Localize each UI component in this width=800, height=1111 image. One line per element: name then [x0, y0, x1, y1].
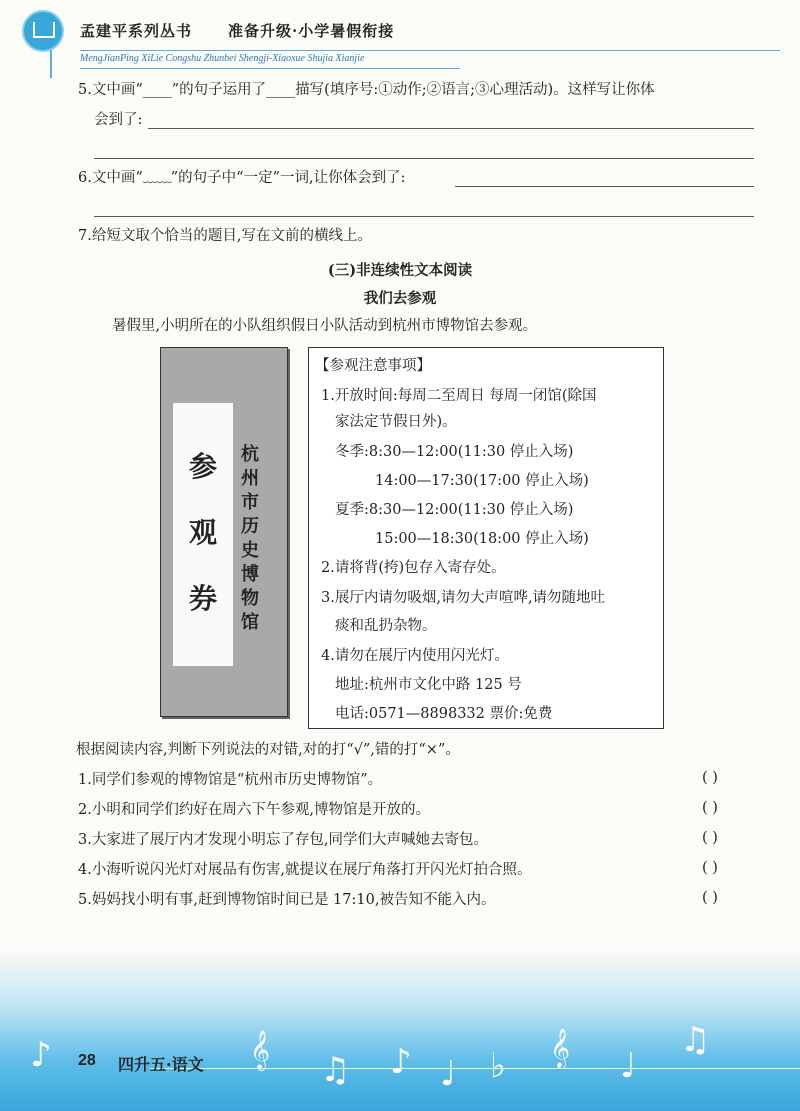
- music-note-icon: ♩: [620, 1046, 637, 1086]
- notice-line: 夏季:8:30—12:00(11:30 停止入场): [335, 502, 574, 518]
- answer-line-5b[interactable]: [94, 158, 754, 159]
- grade-subject: 四升五·语文: [118, 1055, 204, 1074]
- judge-answer-box[interactable]: ( ): [702, 890, 718, 906]
- notice-line: 痰和乱扔杂物。: [335, 618, 437, 634]
- notice-line: 冬季:8:30—12:00(11:30 停止入场): [335, 444, 574, 460]
- question-5-line1: 5.文中画“____”的句子运用了____描写(填序号:①动作;②语言;③心理活动)。这样写让你体: [78, 82, 655, 98]
- judge-answer-box[interactable]: ( ): [702, 770, 718, 786]
- series-name: 孟建平系列丛书: [80, 22, 193, 40]
- ticket-char-3: 券: [188, 582, 217, 615]
- section-title: 我们去参观: [363, 290, 437, 307]
- header-rule-2: [80, 68, 460, 69]
- notice-line: 14:00—17:30(17:00 停止入场): [375, 473, 589, 489]
- judge-item: 1.同学们参观的博物馆是“杭州市历史博物馆”。: [78, 772, 383, 788]
- page-footer: [0, 950, 800, 1111]
- music-note-icon: 𝄞: [250, 1030, 271, 1070]
- judge-item: 5.妈妈找小明有事,赶到博物馆时间已是 17:10,被告知不能入内。: [78, 892, 496, 908]
- judge-answer-box[interactable]: ( ): [702, 830, 718, 846]
- visit-notice-box: [308, 347, 664, 729]
- notice-line: 15:00—18:30(18:00 停止入场): [375, 531, 589, 547]
- judge-instruction: 根据阅读内容,判断下列说法的对错,对的打“√”,错的打“×”。: [76, 742, 460, 758]
- notice-line: 电话:0571—8898332 票价:免费: [335, 706, 553, 722]
- question-6: 6.文中画“﹏﹏”的句子中“一定”一词,让你体会到了:: [78, 170, 406, 186]
- music-note-icon: 𝄞: [550, 1028, 571, 1068]
- judge-item: 3.大家进了展厅内才发现小明忘了存包,同学们大声喊她去寄包。: [78, 832, 488, 848]
- header-divider: [50, 50, 52, 78]
- page-number: 28: [78, 1052, 96, 1069]
- section-intro: 暑假里,小明所在的小队组织假日小队活动到杭州市博物馆去参观。: [112, 318, 538, 334]
- music-note-icon: ♪: [30, 1035, 52, 1075]
- music-note-icon: ♩: [440, 1054, 457, 1094]
- notice-line: 地址:杭州市文化中路 125 号: [335, 677, 522, 693]
- notice-title: 【参观注意事项】: [315, 358, 431, 374]
- admission-ticket: [160, 347, 288, 717]
- notice-line: 1.开放时间:每周二至周日 每周一闭馆(除国: [321, 388, 597, 404]
- header-rule: [80, 50, 780, 51]
- judge-item: 4.小海听说闪光灯对展品有伤害,就提议在展厅角落打开闪光灯拍合照。: [78, 862, 532, 878]
- ticket-museum-name: 杭州市历史博物馆: [241, 444, 259, 633]
- notice-line: 3.展厅内请勿吸烟,请勿大声喧哗,请勿随地吐: [321, 590, 606, 606]
- music-note-icon: ♪: [390, 1042, 412, 1082]
- header-pinyin: MengJianPing XiLie Congshu Zhunbei Shengji-Xiaoxue Shujia Xianjie: [80, 53, 365, 64]
- ticket-char-2: 观: [188, 516, 217, 549]
- page-header: [0, 0, 800, 80]
- answer-line-6b[interactable]: [94, 216, 754, 217]
- ticket-label-panel: [173, 403, 233, 666]
- ticket-char-1: 参: [188, 450, 217, 483]
- section-heading: (三)非连续性文本阅读: [327, 262, 473, 279]
- publisher-logo-icon: [22, 10, 64, 52]
- notice-line: 2.请将背(挎)包存入寄存处。: [321, 560, 506, 576]
- judge-answer-box[interactable]: ( ): [702, 800, 718, 816]
- judge-item: 2.小明和同学们约好在周六下午参观,博物馆是开放的。: [78, 802, 430, 818]
- notice-line: 家法定节假日外)。: [335, 414, 457, 430]
- answer-line-5a[interactable]: [148, 128, 754, 129]
- question-7: 7.给短文取个恰当的题目,写在文前的横线上。: [78, 228, 372, 244]
- question-5-line2: 会到了:: [94, 112, 143, 128]
- book-title: 准备升级·小学暑假衔接: [228, 22, 395, 40]
- notice-line: 4.请勿在展厅内使用闪光灯。: [321, 648, 509, 664]
- music-note-icon: ♫: [680, 1020, 711, 1060]
- music-note-icon: ♫: [320, 1050, 351, 1090]
- judge-answer-box[interactable]: ( ): [702, 860, 718, 876]
- music-note-icon: ♭: [490, 1046, 507, 1086]
- wavy-line-mark: ﹏﹏: [142, 170, 172, 186]
- answer-line-6a[interactable]: [455, 186, 754, 187]
- footer-rule: [150, 1068, 800, 1069]
